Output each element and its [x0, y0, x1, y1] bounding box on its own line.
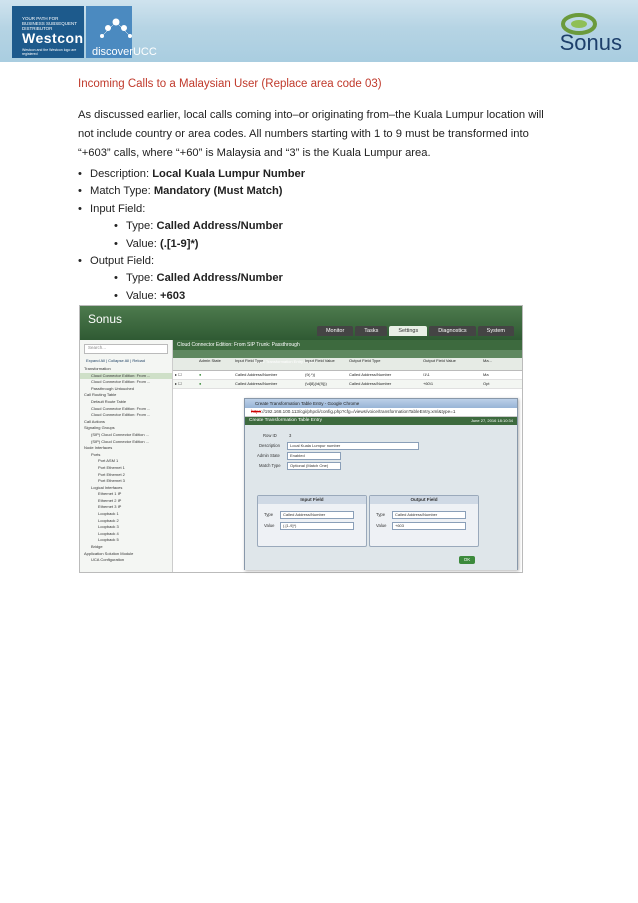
- admin-state-select[interactable]: Enabled: [287, 452, 341, 460]
- bullet-item: [114, 218, 305, 235]
- bullet-value: +603: [160, 289, 186, 302]
- westcon-tagline: YOUR PATH FOR BUSINESS SUBSEQUENT DISTRIBUTOR: [22, 16, 77, 31]
- output-type-select[interactable]: Called Address/Number: [392, 511, 466, 519]
- tree-item[interactable]: Application Solution Module: [84, 550, 134, 556]
- bullet-item: [78, 183, 305, 200]
- table-row[interactable]: [173, 380, 522, 389]
- header-banner: [0, 0, 638, 62]
- tree-item[interactable]: Loopback 5: [98, 537, 119, 543]
- bullet-label: Type:: [126, 272, 157, 285]
- table-cell: Ma: [483, 372, 489, 377]
- westcon-logo-block: [12, 6, 157, 58]
- input-value-label: Value: [264, 523, 275, 528]
- tree-item[interactable]: UCA Configuration: [91, 557, 125, 563]
- dialog-header-title: Create Transformation Table Entry: [249, 418, 322, 423]
- tree-item[interactable]: Cloud Connector Edition: From ...: [91, 405, 151, 411]
- input-field-header: Input Field: [258, 496, 366, 504]
- bullet-value: Local Kuala Lumpur Number: [152, 168, 306, 180]
- sonus-app-logo: Sonus: [88, 312, 123, 326]
- bullet-label: Value:: [126, 237, 160, 250]
- table-cell: Opt: [483, 381, 490, 386]
- tree-item[interactable]: Ethernet 2 IP: [98, 497, 122, 503]
- match-type-select[interactable]: Optional (Match One): [287, 462, 341, 470]
- tree-item[interactable]: Ports: [91, 451, 101, 457]
- tree-item[interactable]: Ethernet 3 IP: [98, 504, 122, 510]
- bullet-item: [114, 236, 305, 253]
- column-header: Input Field Value: [305, 358, 335, 363]
- table-cell: (\d{8}(\d{9})): [305, 381, 327, 386]
- tree-item[interactable]: Node Interfaces: [84, 445, 113, 451]
- tab-tasks[interactable]: Tasks: [355, 326, 387, 336]
- bullet-item: [78, 166, 305, 183]
- tree-item[interactable]: Cloud Connector Edition: From ...: [91, 379, 151, 385]
- bullet-value: Called Address/Number: [156, 220, 283, 233]
- tree-item[interactable]: (SIP) Cloud Connector Edition ...: [91, 438, 150, 444]
- bullet-value: (.[1-9]*): [160, 237, 199, 250]
- tree-item[interactable]: Cloud Connector Edition: From ...: [91, 412, 151, 418]
- create-entry-dialog: [244, 398, 518, 570]
- tab-diagnostics[interactable]: Diagnostics: [429, 326, 475, 336]
- output-type-label: Type: [376, 512, 386, 517]
- panel-toolbar-text: Total 2 Transformation Entry Rows: [253, 359, 315, 364]
- tree-item[interactable]: Signaling Groups: [84, 425, 115, 431]
- dialog-url-bar: [245, 408, 517, 417]
- dialog-window-title: Create Transformation Table Entry - Google Chrome: [245, 399, 517, 408]
- tree-item[interactable]: Loopback 1: [98, 511, 119, 517]
- tree-item[interactable]: Loopback 2: [98, 517, 119, 523]
- column-header: [173, 358, 197, 370]
- tree-item[interactable]: Port Ethernet 3: [98, 478, 125, 484]
- tree-item[interactable]: Port Ethernet 1: [98, 464, 125, 470]
- column-header: Output Field Type: [349, 358, 381, 363]
- column-header: Admin State: [199, 358, 221, 363]
- tab-monitor[interactable]: Monitor: [317, 326, 353, 336]
- section-title: Incoming Calls to a Malaysian User (Replace area code 03): [78, 78, 382, 90]
- expand-icon: ▸ ☐: [175, 381, 182, 386]
- bullet-item: [78, 253, 305, 270]
- tree-search-input[interactable]: Search...: [84, 344, 168, 354]
- nav-tree-panel: [80, 340, 173, 572]
- bullet-item: [114, 288, 305, 305]
- tree-item[interactable]: Ethernet 1 IP: [98, 491, 122, 497]
- tree-item[interactable]: Logical Interfaces: [91, 484, 123, 490]
- table-cell: +60\1: [423, 381, 434, 386]
- table-cell: Called Address/Number: [235, 381, 278, 386]
- bullet-label: Match Type:: [90, 185, 154, 198]
- tree-links[interactable]: Expand All | Collapse All | Reload: [86, 358, 146, 363]
- url-rest: ://192.168.100.113/cgi/phpcli/config.php?cfg=/views/voice/transformationTableEntry.xml&type=1: [260, 409, 456, 414]
- row-id-label: Row ID: [263, 433, 277, 438]
- admin-state-label: Admin State: [257, 453, 280, 458]
- tree-item[interactable]: Port ASM 1: [98, 458, 119, 464]
- discover-ucc-logo: discoverUCC: [92, 46, 157, 58]
- row-id-value: 3: [289, 433, 292, 438]
- dialog-body: [245, 425, 517, 570]
- bullet-item: [78, 201, 305, 218]
- bullet-label: Value:: [126, 289, 160, 302]
- column-header: Ma...: [483, 358, 492, 363]
- column-header: Output Field Value: [423, 358, 456, 363]
- tree-item[interactable]: Transformation: [84, 366, 111, 371]
- table-cell: Called Address/Number: [349, 381, 392, 386]
- tree-item[interactable]: Loopback 4: [98, 530, 119, 536]
- sonus-logo: Sonus: [559, 30, 622, 55]
- tree-item[interactable]: Call Routing Table: [84, 392, 117, 398]
- table-row[interactable]: [173, 371, 522, 380]
- transformation-table: [173, 358, 522, 389]
- table-cell: (9(.*)): [305, 372, 316, 377]
- table-header: [173, 358, 522, 371]
- bullet-label: Description:: [90, 168, 153, 180]
- input-type-label: Type: [264, 512, 274, 517]
- intro-paragraph: As discussed earlier, local calls coming into–or originating from–the Kuala Lumpur location will not include country or area codes. All numbers starting with 1 to 9 must be transformed into “+603” calls, where “+60” is Malaysia and “3” is the Kuala Lumpur area.: [78, 109, 544, 159]
- nav-tree: [80, 366, 172, 564]
- input-type-select[interactable]: Called Address/Number: [280, 511, 354, 519]
- output-value-label: Value: [376, 523, 387, 528]
- input-field-box: [257, 495, 367, 547]
- bullet-label: Type:: [126, 220, 157, 233]
- description-input[interactable]: Local Kuala Lumpur number: [287, 442, 419, 450]
- westcon-logo: Westcon: [22, 30, 84, 46]
- admin-state-icon: ●: [199, 372, 202, 377]
- table-cell: \1\1: [423, 372, 430, 377]
- output-value-field[interactable]: +603: [392, 522, 466, 530]
- tree-item[interactable]: Cloud Connector Edition: From ...: [80, 373, 172, 380]
- table-cell: Called Address/Number: [235, 372, 278, 377]
- bullet-label: Input Field:: [90, 202, 146, 215]
- tree-item[interactable]: Loopback 3: [98, 524, 119, 530]
- expand-icon: ▸ ☐: [175, 372, 182, 377]
- app-tabs: [317, 326, 514, 336]
- admin-state-icon: ●: [199, 381, 202, 386]
- table-cell: Called Address/Number: [349, 372, 392, 377]
- output-field-header: Output Field: [370, 496, 478, 504]
- output-field-box: [369, 495, 479, 547]
- tree-item[interactable]: (SIP) Cloud Connector Edition ...: [91, 431, 150, 437]
- url-https: https: [251, 409, 261, 414]
- table-body: [173, 371, 522, 389]
- bullet-value: Mandatory (Must Match): [153, 185, 283, 198]
- dialog-header: [245, 417, 517, 425]
- ok-button[interactable]: OK: [459, 556, 475, 564]
- input-value-field[interactable]: (.[1-9]*): [280, 522, 354, 530]
- dialog-header-date: June 27, 2016 18:10:34: [470, 418, 513, 423]
- westcon-subtext: Westcon and the Westcon logo are registered: [22, 48, 77, 56]
- bullet-value: Called Address/Number: [156, 272, 283, 285]
- tree-item[interactable]: Bridge: [91, 544, 103, 550]
- sonus-app-header: [80, 306, 522, 340]
- bullet-item: [114, 270, 305, 287]
- panel-title: Cloud Connector Edition: From SIP Trunk: Passthrough: [173, 340, 522, 350]
- column-header: Input Field Type: [235, 358, 264, 363]
- tree-item[interactable]: Default Route Table: [91, 398, 127, 404]
- tab-settings[interactable]: Settings: [389, 326, 427, 336]
- bullet-label: Output Field:: [90, 254, 155, 267]
- match-type-label: Match Type: [259, 463, 281, 468]
- bullet-list: [78, 166, 305, 305]
- tab-system[interactable]: System: [478, 326, 514, 336]
- description-label: Description: [259, 443, 280, 448]
- tree-item[interactable]: Passthrough Untouched: [91, 385, 134, 391]
- tree-item[interactable]: Call Actions: [84, 418, 105, 424]
- tree-item[interactable]: Port Ethernet 2: [98, 471, 125, 477]
- discover-ucc-graphic-icon: [96, 16, 136, 44]
